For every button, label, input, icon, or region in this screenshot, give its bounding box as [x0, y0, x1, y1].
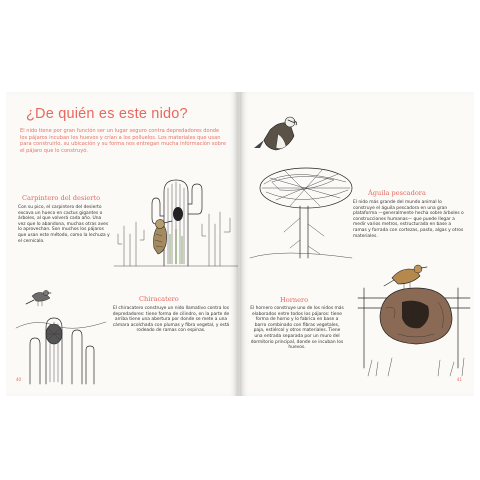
hornero-heading: Hornero [280, 296, 309, 304]
chiracatero-text: El chiracatero construye un nido llamativo contra los depredadores: tiene forma de cilindro, en la parte de arriba tiene una abertura por donde se mete a una cámara acolchada con plumas y fibra vegetal, y está rodeado de ramas con espinas. [112, 306, 230, 334]
osprey-nest-illustration [250, 108, 352, 258]
carpintero-heading: Carpintero del desierto [22, 194, 101, 202]
page-number-left: 40 [16, 377, 22, 382]
page-number-right: 41 [456, 377, 462, 382]
aguila-heading: Águila pescadora [368, 189, 426, 197]
right-page [240, 92, 474, 396]
chiracatero-nest-illustration [16, 288, 106, 384]
left-page [6, 92, 238, 396]
intro-paragraph: El nido tiene por gran función ser un lugar seguro contra depredadores donde los pájaros incuban los huevos y crían a los polluelos. Los materiales que usan para construirlo, su ubicación y su forma nos entregan mucha información sobre el pájaro que lo construyó. [20, 128, 227, 154]
page-title: ¿De quién es este nido? [26, 106, 188, 122]
chiracatero-heading: Chiracatero [139, 295, 179, 303]
hornero-text: El hornero construye uno de los nidos más elaborados entre todos los pájaros: tiene forma de horno y lo fabrica en base a barro combinado con fibras vegetales, paja, estiércol y otros materiales. Tiene una entrada separada por un muro del dormitorio principal, donde se incuban los huevos. [250, 306, 344, 351]
hornero-nest-illustration [358, 258, 470, 376]
woodpecker-cactus-illustration [114, 174, 238, 266]
carpintero-text: Con su pico, el carpintero del desierto excava un hueco en cactus gigantes o árboles, al que volverá cada año. Una vez que lo abandona, muchas otras aves lo aprovechan. Son muchos los pájaros que usan este método, como la lechuza y el cernícalo. [18, 205, 110, 244]
aguila-text: El nido más grande del mundo animal lo construye el águila pescadora en una gran plataforma —generalmente hecha sobre árboles o construcciones humanas— que puede llegar a medir varios metros, estructurada en base a ramas y forrada con cortezas, pasto, algas y otros materiales. [353, 200, 464, 239]
book-spread [0, 92, 480, 396]
